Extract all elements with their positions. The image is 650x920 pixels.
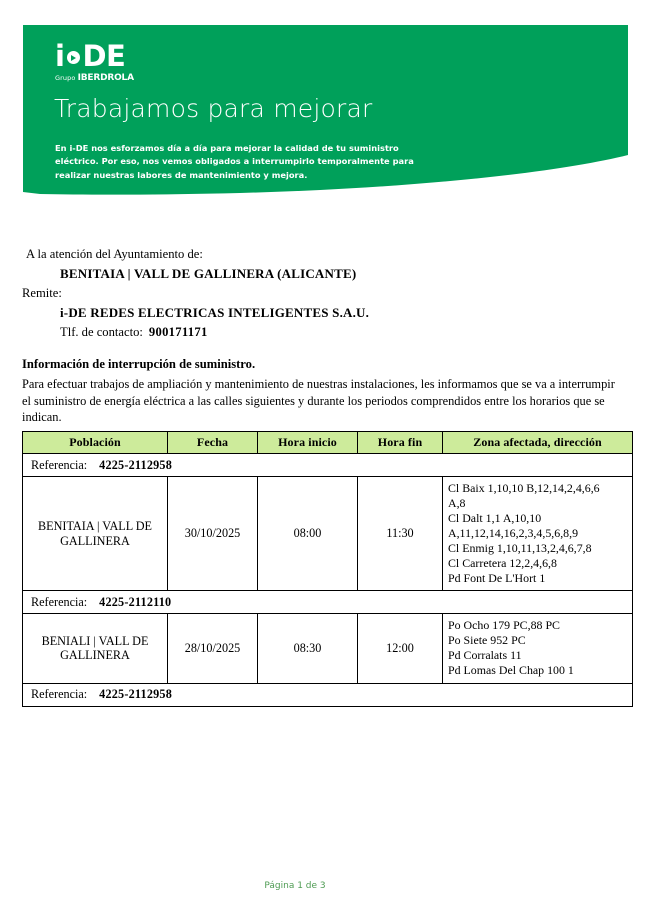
- zona-line: Po Ocho 179 PC,88 PC: [448, 618, 560, 633]
- sender-label: Remite:: [22, 285, 62, 300]
- contact-phone-number: 900171171: [148, 325, 208, 340]
- column-header-fecha: Fecha: [168, 432, 258, 454]
- banner-headline: Trabajamos para mejorar: [54, 94, 373, 123]
- reference-row: [23, 683, 633, 706]
- cell-hora-fin: 11:30: [358, 477, 443, 591]
- info-block: [22, 357, 616, 426]
- column-header-hora-fin: Hora fin: [358, 432, 443, 454]
- zona-line: Cl Carretera 12,2,4,6,8: [448, 556, 557, 571]
- cell-hora-inicio: 08:00: [258, 477, 358, 591]
- reference-label: Referencia:: [31, 457, 88, 472]
- info-title: Información de interrupción de suministro.: [22, 357, 256, 371]
- cell-zona-afectada: [443, 614, 633, 683]
- zona-line: Pd Corralats 11: [448, 648, 522, 663]
- reference-cell: [23, 683, 633, 706]
- cell-fecha: 28/10/2025: [168, 614, 258, 683]
- reference-value: 4225-2112958: [99, 687, 172, 702]
- cell-poblacion: BENITAIA | VALL DE GALLINERA: [23, 477, 168, 591]
- reference-value: 4225-2112110: [99, 594, 172, 609]
- zona-line: A,11,12,14,16,2,3,4,5,6,8,9: [448, 526, 579, 541]
- column-header-zona: Zona afectada, dirección: [443, 432, 633, 454]
- outage-table: [22, 431, 633, 707]
- table-header-row: [23, 432, 633, 454]
- logo-wordmark: [55, 39, 185, 73]
- zona-line: Pd Font De L'Hort 1: [448, 571, 546, 586]
- reference-row: [23, 454, 633, 477]
- sender-company: i-DE REDES ELECTRICAS INTELIGENTES S.A.U.: [60, 305, 370, 321]
- table-body: [23, 454, 633, 707]
- header-banner: [0, 0, 650, 210]
- zona-line: Cl Dalt 1,1 A,10,10: [448, 511, 542, 526]
- address-block: [22, 248, 632, 339]
- table-row: [23, 614, 633, 683]
- cell-hora-inicio: 08:30: [258, 614, 358, 683]
- column-header-hora-inicio: Hora inicio: [258, 432, 358, 454]
- attention-line: A la atención del Ayuntamiento de:: [26, 247, 203, 261]
- table-header: [23, 432, 633, 454]
- info-paragraph: Para efectuar trabajos de ampliación y mantenimiento de nuestras instalaciones, les informamos que se va a interrumpir el suministro de energía eléctrica a las calles siguientes y durante los periodos comprendidos entre los horarios que se indican.: [22, 377, 615, 424]
- dot-arrow-icon: [67, 51, 80, 64]
- contact-phone-label: Tlf. de contacto:: [60, 325, 143, 340]
- reference-cell: [23, 454, 633, 477]
- zona-line: Pd Lomas Del Chap 100 1: [448, 663, 574, 678]
- logo-subtitle: [55, 73, 185, 83]
- logo-subtitle-grupo: Grupo: [55, 74, 78, 82]
- logo-subtitle-brand: IBERDROLA: [77, 73, 134, 83]
- page-number: Página 1 de 3: [264, 881, 326, 891]
- column-header-poblacion: Población: [23, 432, 168, 454]
- logo-letters-de: DE: [82, 39, 126, 73]
- reference-row: [23, 591, 633, 614]
- zona-line: A,8: [448, 496, 466, 511]
- ide-logo: [55, 39, 185, 83]
- page-footer: [0, 875, 650, 893]
- cell-zona-afectada: [443, 477, 633, 591]
- recipient-town: BENITAIA | VALL DE GALLINERA (ALICANTE): [60, 265, 357, 281]
- cell-poblacion: BENIALI | VALL DE GALLINERA: [23, 614, 168, 683]
- cell-hora-fin: 12:00: [358, 614, 443, 683]
- logo-letter-i: i: [55, 39, 65, 73]
- contact-phone-line: [60, 326, 632, 339]
- zona-line: Cl Baix 1,10,10 B,12,14,2,4,6,6: [448, 481, 600, 495]
- reference-cell: [23, 591, 633, 614]
- reference-label: Referencia:: [31, 687, 88, 702]
- zona-line: Cl Enmig 1,10,11,13,2,4,6,7,8: [448, 541, 592, 556]
- cell-fecha: 30/10/2025: [168, 477, 258, 591]
- reference-value: 4225-2112958: [99, 457, 172, 472]
- banner-paragraph: En i-DE nos esforzamos día a día para mejorar la calidad de tu suministro eléctrico. Por eso, nos vemos obligados a interrumpirlo temporalmente para realizar nuestras labores de mantenimiento y mejora.: [55, 143, 414, 180]
- table-row: [23, 477, 633, 591]
- zona-line: Po Siete 952 PC: [448, 633, 526, 648]
- reference-label: Referencia:: [31, 594, 88, 609]
